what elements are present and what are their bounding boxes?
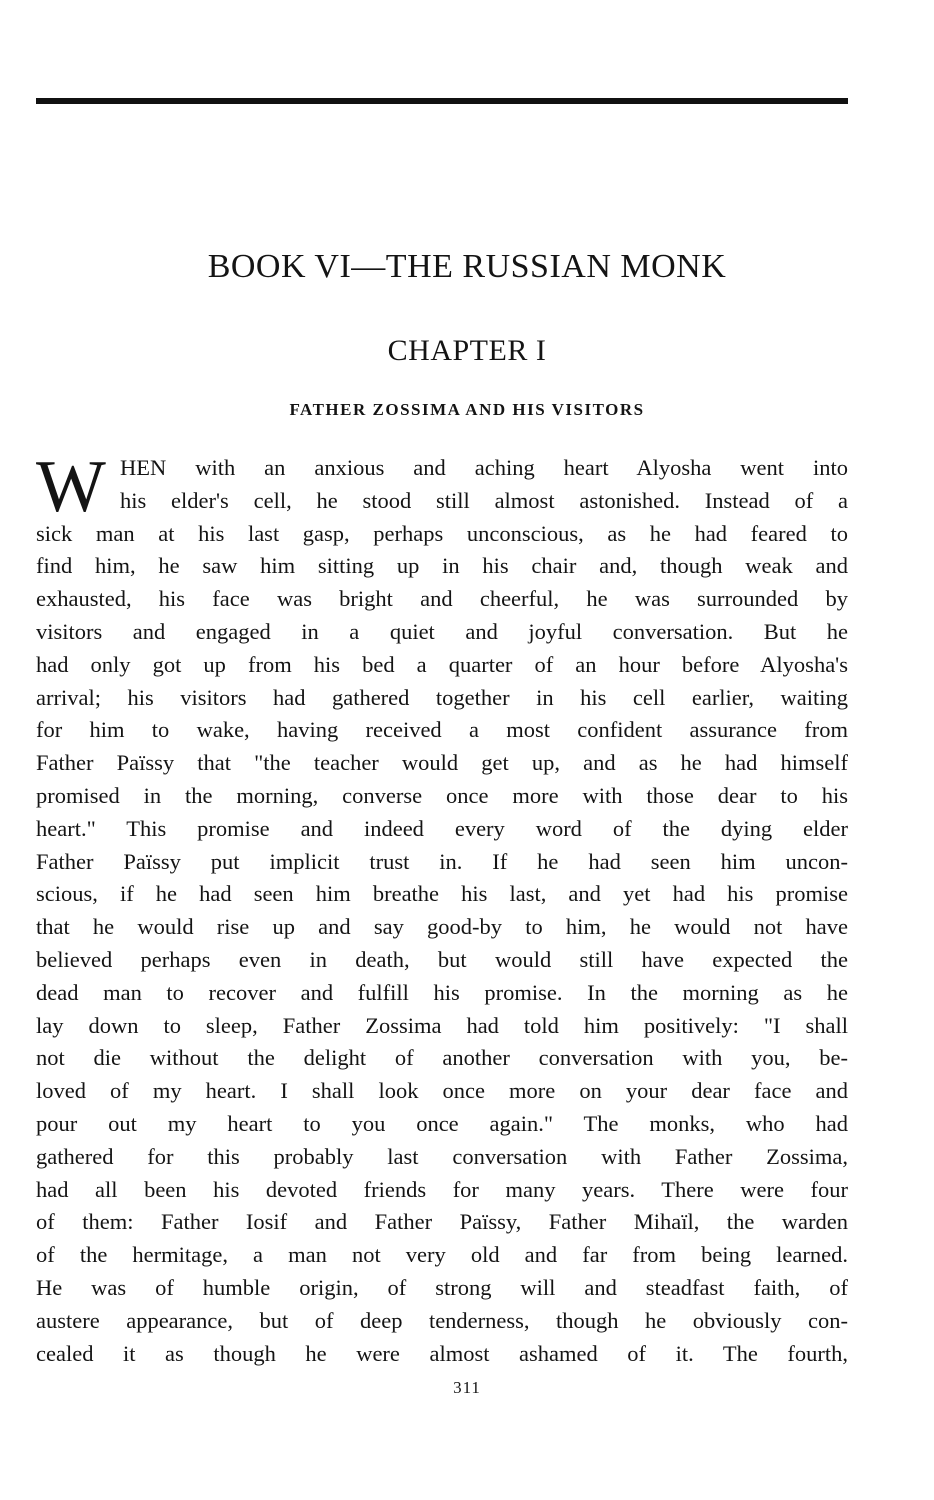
text-line: gathered for this probably last conversation with Father Zossima, bbox=[36, 1143, 848, 1169]
text-line: loved of my heart. I shall look once more on your dear face and bbox=[36, 1078, 848, 1104]
text-line: had all been his devoted friends for many years. There were four bbox=[36, 1176, 848, 1202]
text-line: arrival; his visitors had gathered together in his cell earlier, waiting bbox=[36, 684, 848, 710]
text-line: that he would rise up and say good-by to him, he would not have bbox=[36, 914, 848, 940]
text-line: promised in the morning, converse once more with those dear to his bbox=[36, 782, 848, 808]
section-title: FATHER ZOSSIMA AND HIS VISITORS bbox=[289, 400, 645, 419]
text-line: exhausted, his face was bright and cheerful, he was surrounded by bbox=[36, 586, 848, 612]
text-line: his elder's cell, he stood still almost astonished. Instead of a bbox=[120, 487, 848, 513]
text-line: had only got up from his bed a quarter of an hour before Alyosha's bbox=[36, 651, 848, 677]
text-line: dead man to recover and fulfill his promise. In the morning as he bbox=[36, 979, 848, 1005]
page-number: 311 bbox=[453, 1378, 481, 1397]
drop-cap: W bbox=[36, 446, 106, 528]
text-line: austere appearance, but of deep tenderness, though he obviously con- bbox=[36, 1307, 848, 1333]
text-line: of the hermitage, a man not very old and far from being learned. bbox=[36, 1242, 848, 1268]
text-line: Father Païssy that "the teacher would get up, and as he had himself bbox=[36, 750, 848, 776]
header-rule bbox=[36, 98, 848, 104]
chapter-title: CHAPTER I bbox=[387, 334, 547, 367]
text-line: for him to wake, having received a most confident assurance from bbox=[36, 717, 848, 743]
text-line: sick man at his last gasp, perhaps unconscious, as he had feared to bbox=[36, 520, 848, 546]
text-line: lay down to sleep, Father Zossima had told him positively: "I shall bbox=[36, 1012, 848, 1038]
text-line: believed perhaps even in death, but would still have expected the bbox=[36, 946, 848, 972]
body-text bbox=[36, 446, 848, 1370]
text-line: He was of humble origin, of strong will and steadfast faith, of bbox=[36, 1274, 848, 1300]
text-line: pour out my heart to you once again." The monks, who had bbox=[36, 1110, 848, 1136]
text-line: find him, he saw him sitting up in his chair and, though weak and bbox=[36, 553, 848, 579]
text-line: not die without the delight of another conversation with you, be- bbox=[36, 1045, 848, 1071]
text-line: HEN with an anxious and aching heart Alyosha went into bbox=[120, 455, 848, 480]
text-line: scious, if he had seen him breathe his last, and yet had his promise bbox=[36, 881, 848, 907]
book-title: BOOK VI—THE RUSSIAN MONK bbox=[207, 248, 727, 285]
text-line: visitors and engaged in a quiet and joyful conversation. But he bbox=[36, 618, 848, 644]
text-line: heart." This promise and indeed every word of the dying elder bbox=[36, 815, 848, 841]
text-line: cealed it as though he were almost ashamed of it. The fourth, bbox=[36, 1340, 848, 1366]
text-line: of them: Father Iosif and Father Païssy, Father Mihaïl, the warden bbox=[36, 1209, 848, 1235]
text-line: Father Païssy put implicit trust in. If he had seen him uncon- bbox=[36, 848, 848, 874]
